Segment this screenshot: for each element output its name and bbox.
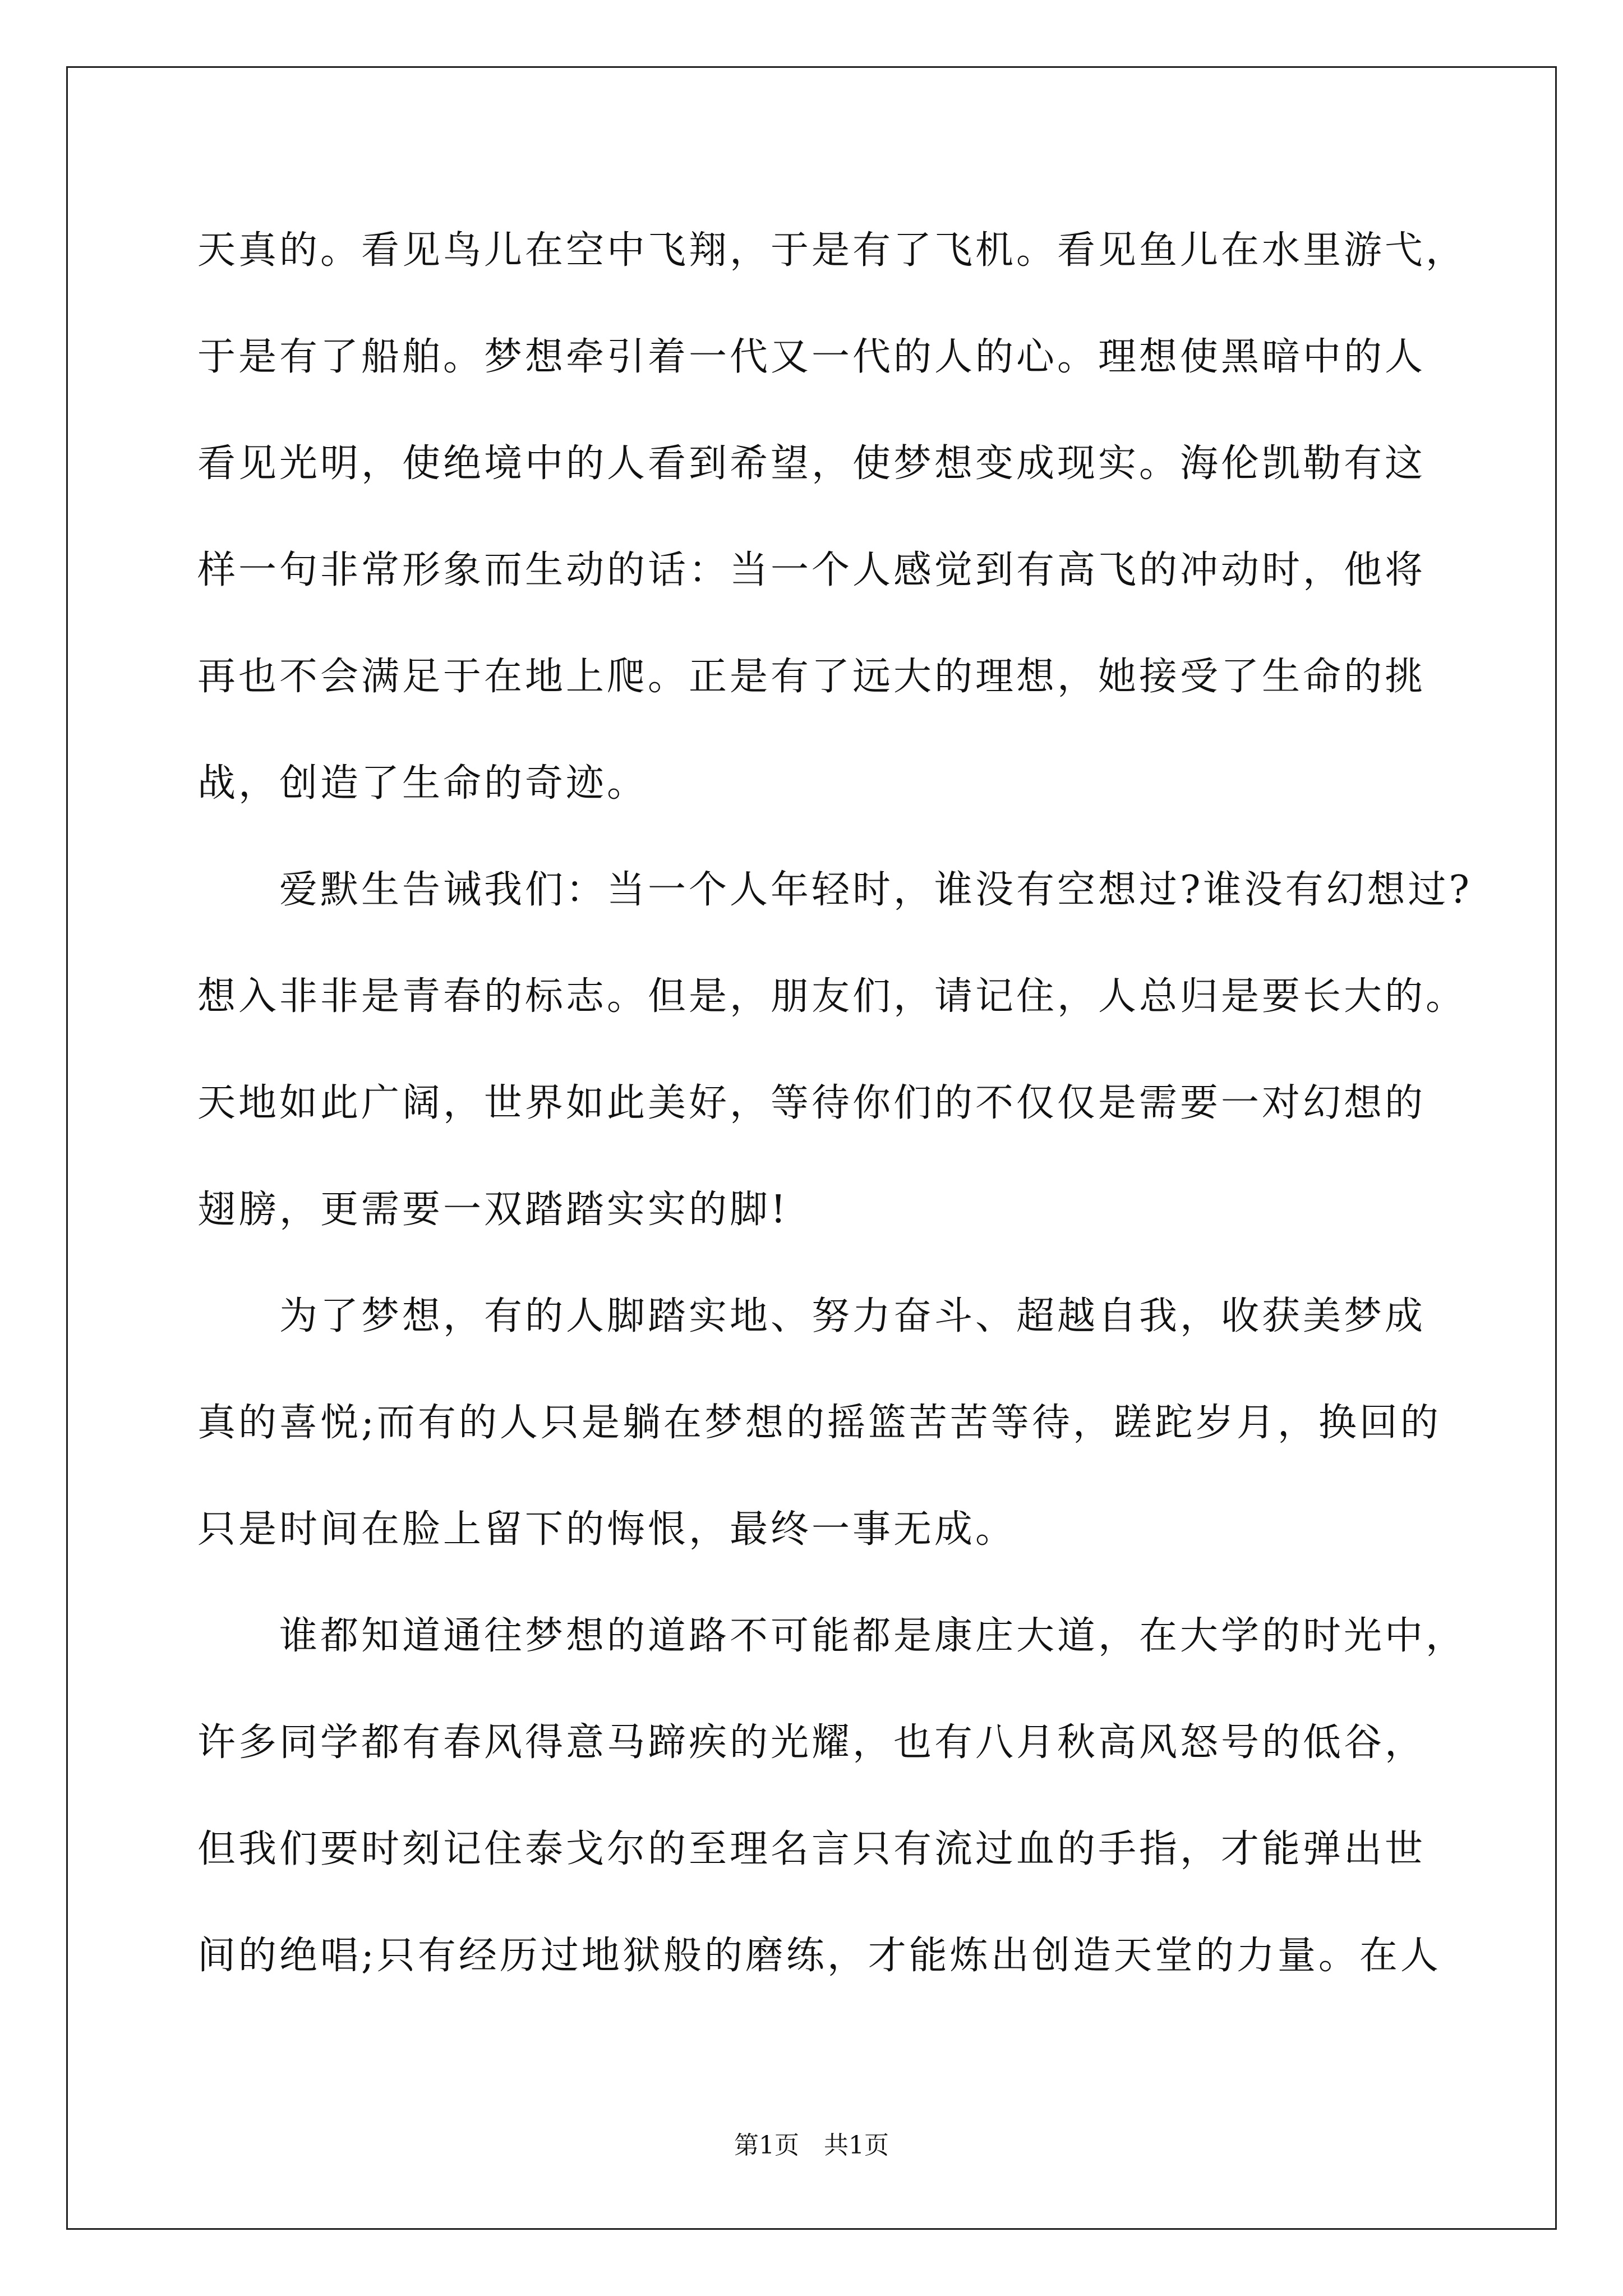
text-line: 谁都知道通往梦想的道路不可能都是康庄大道，在大学的时光中，	[197, 1614, 1467, 1658]
text-line: 间的绝唱;只有经历过地狱般的磨练，才能炼出创造天堂的力量。在人	[197, 1934, 1441, 1978]
text-line: 想入非非是青春的标志。但是，朋友们，请记住，人总归是要长大的。	[197, 974, 1467, 1019]
text-line: 天真的。看见鸟儿在空中飞翔，于是有了飞机。看见鱼儿在水里游弋，	[197, 228, 1467, 273]
text-line: 真的喜悦;而有的人只是躺在梦想的摇篮苦苦等待，蹉跎岁月，换回的	[197, 1401, 1441, 1445]
text-line: 于是有了船舶。梦想牵引着一代又一代的人的心。理想使黑暗中的人	[197, 335, 1426, 379]
text-line: 翅膀，更需要一双踏踏实实的脚!	[197, 1188, 789, 1232]
text-line: 为了梦想，有的人脚踏实地、努力奋斗、超越自我，收获美梦成	[197, 1294, 1426, 1338]
text-line: 看见光明，使绝境中的人看到希望，使梦想变成现实。海伦凯勒有这	[197, 441, 1426, 486]
text-line: 天地如此广阔，世界如此美好，等待你们的不仅仅是需要一对幻想的	[197, 1081, 1426, 1125]
text-line: 只是时间在脸上留下的悔恨，最终一事无成。	[197, 1507, 1017, 1552]
page-number-footer: 第1页 共1页	[734, 2131, 889, 2160]
text-line: 战，创造了生命的奇迹。	[197, 761, 648, 806]
text-line: 样一句非常形象而生动的话：当一个人感觉到有高飞的冲动时，他将	[197, 548, 1426, 592]
text-line: 爱默生告诫我们：当一个人年轻时，谁没有空想过?谁没有幻想过?	[197, 868, 1472, 912]
text-line: 许多同学都有春风得意马蹄疾的光耀，也有八月秋高风怒号的低谷，	[197, 1720, 1426, 1765]
document-body	[197, 209, 1472, 2021]
text-line: 但我们要时刻记住泰戈尔的至理名言只有流过血的手指，才能弹出世	[197, 1827, 1426, 1871]
text-line: 再也不会满足于在地上爬。正是有了远大的理想，她接受了生命的挑	[197, 655, 1426, 699]
